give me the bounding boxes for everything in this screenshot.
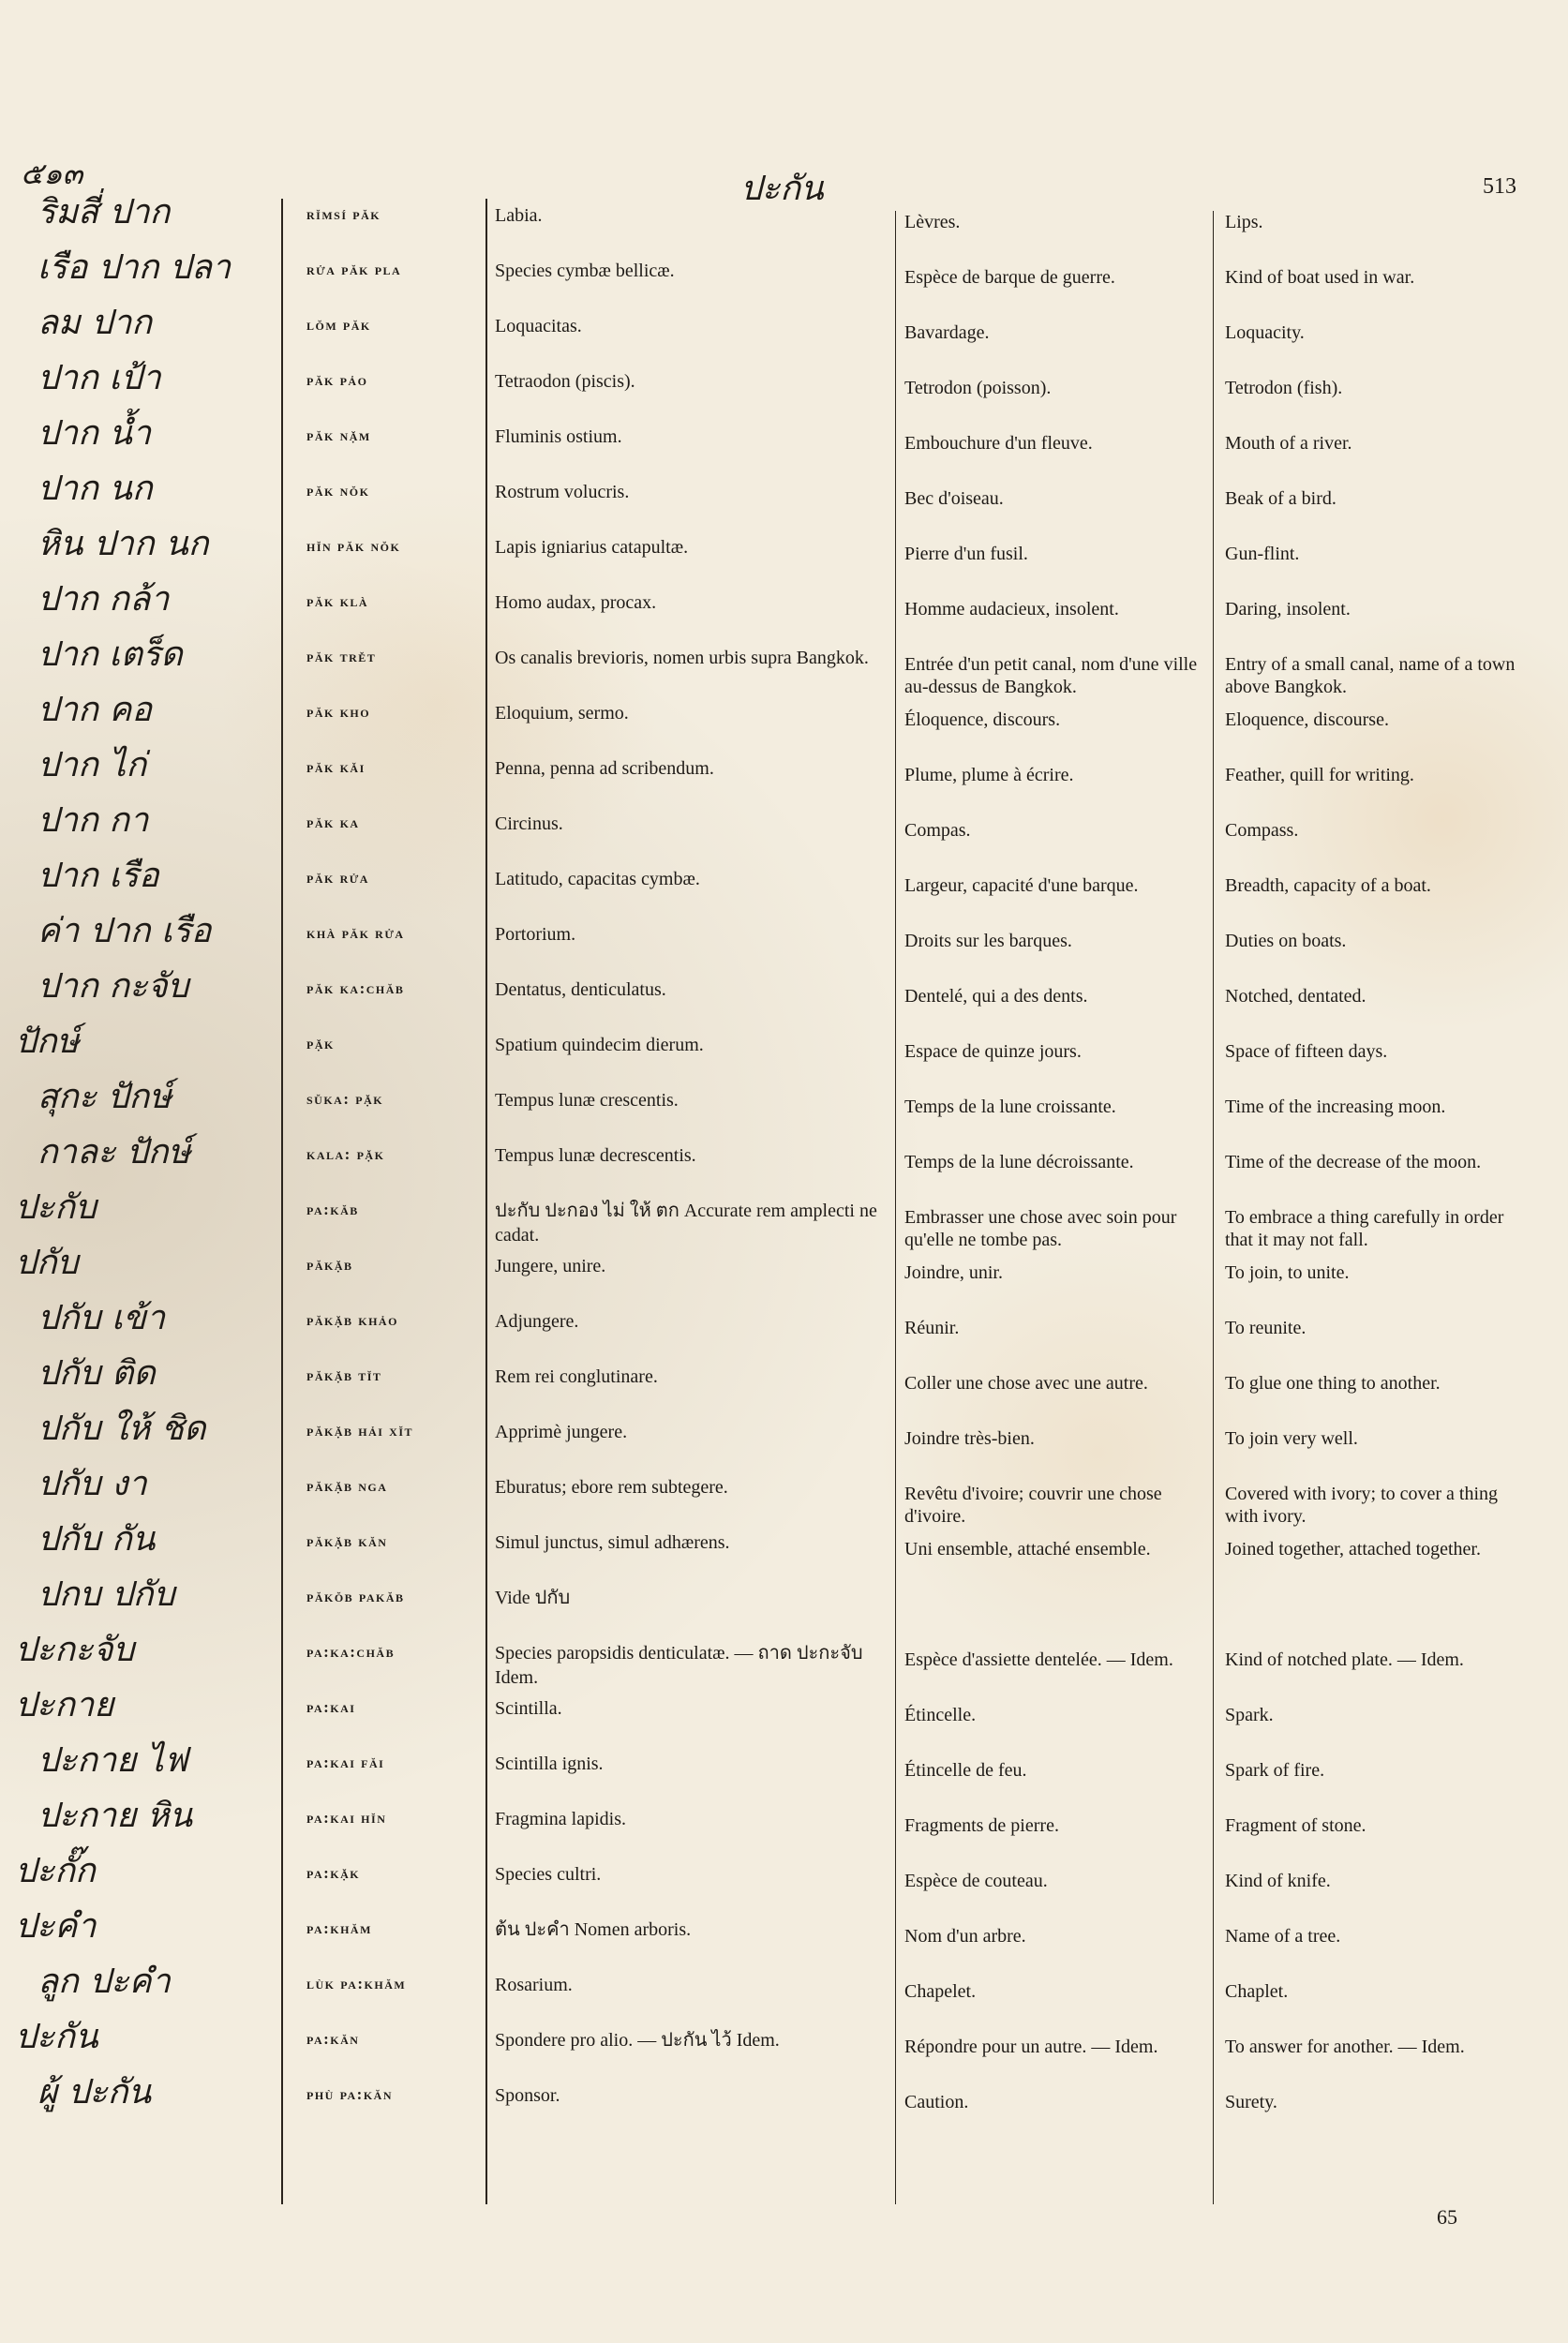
transliteration: sŭka: pặk [306,1090,384,1108]
entry-row [0,856,1568,910]
latin-definition: Tempus lunæ decrescentis. [495,1145,696,1166]
thai-headword: ปาก กล้า [37,580,170,619]
entry-row [0,1519,1568,1574]
english-definition: Lips. [1225,212,1263,232]
transliteration: păkặb nga [306,1477,388,1495]
thai-headword: ปะกั๊ก [15,1852,96,1890]
transliteration: pa:kăb [306,1201,359,1218]
english-definition: Kind of notched plate. — Idem. [1225,1649,1464,1670]
transliteration: pa:kai hĭn [306,1809,387,1827]
transliteration: kala: pặk [306,1145,385,1163]
french-definition: Revêtu d'ivoire; couvrir une chose d'ivoire. [904,1484,1162,1527]
transliteration: păk nặm [306,426,371,444]
french-definition: Chapelet. [904,1981,977,2002]
latin-definition: Spondere pro alio. — ปะกัน ไว้ Idem. [495,2030,780,2051]
page-number: 513 [1483,174,1516,199]
english-definition: Fragment of stone. [1225,1815,1366,1836]
english-definition: Kind of knife. [1225,1871,1331,1891]
entry-row [0,1796,1568,1850]
transliteration: pa:kăn [306,2030,360,2048]
transliteration: pa:khăm [306,1919,372,1937]
latin-definition: Jungere, unire. [495,1256,606,1276]
french-definition: Joindre, unir. [904,1262,1003,1283]
entry-row [0,1022,1568,1076]
transliteration: păk klà [306,592,369,610]
english-definition: Space of fifteen days. [1225,1041,1388,1062]
french-definition: Temps de la lune décroissante. [904,1152,1134,1172]
entry-row [0,524,1568,578]
latin-definition: Sponsor. [495,2085,560,2106]
entry-row [0,745,1568,799]
latin-definition: Adjungere. [495,1311,579,1332]
french-definition: Étincelle de feu. [904,1760,1027,1781]
transliteration: păk kho [306,703,371,721]
transliteration: păkặb khảo [306,1311,398,1329]
french-definition: Temps de la lune croissante. [904,1097,1116,1117]
latin-definition: Apprimè jungere. [495,1422,628,1442]
latin-definition: Rem rei conglutinare. [495,1366,658,1387]
entry-row [0,192,1568,246]
latin-definition: Homo audax, procax. [495,592,657,613]
french-definition: Joindre très-bien. [904,1428,1035,1449]
thai-headword: ปาก กะจับ [37,967,189,1006]
english-definition: Notched, dentated. [1225,986,1366,1007]
latin-definition: Spatium quindecim dierum. [495,1035,704,1055]
entry-row [0,1243,1568,1297]
transliteration: păkặb tĭt [306,1366,382,1384]
transliteration: păkặb kăn [306,1532,388,1550]
latin-definition: Eloquium, sermo. [495,703,629,724]
thai-headword: ผู้ ปะกัน [37,2073,152,2112]
thai-headword: ปะกาย หิน [37,1797,193,1835]
english-definition: To embrace a thing carefully in order that it may not fall. [1225,1207,1504,1250]
french-definition: Embouchure d'un fleuve. [904,433,1093,454]
transliteration: pa:kặk [306,1864,361,1882]
english-definition: Spark of fire. [1225,1760,1325,1781]
entry-row [0,690,1568,744]
english-definition: Time of the decrease of the moon. [1225,1152,1482,1172]
english-definition: Beak of a bird. [1225,488,1337,509]
latin-definition: Vide ปกับ [495,1588,571,1608]
thai-headword: ปาก เรือ [37,857,159,895]
entry-row [0,1962,1568,2016]
entry-row [0,303,1568,357]
thai-headword: ค่า ปาก เรือ [37,912,212,950]
entry-row [0,2017,1568,2071]
french-definition: Bec d'oiseau. [904,488,1004,509]
transliteration: khà păk rửa [306,924,405,942]
french-definition: Fragments de pierre. [904,1815,1059,1836]
thai-headword: หิน ปาก นก [37,525,209,563]
transliteration: pặk [306,1035,335,1052]
transliteration: pa:ka:chăb [306,1643,396,1661]
latin-definition: Simul junctus, simul adhærens. [495,1532,730,1553]
english-definition: Covered with ivory; to cover a thing with ivory. [1225,1484,1499,1527]
entry-row [0,1740,1568,1795]
latin-definition: Tetraodon (piscis). [495,371,635,392]
french-definition: Plume, plume à écrire. [904,765,1074,785]
french-definition: Répondre pour un autre. — Idem. [904,2037,1158,2057]
entry-row [0,1574,1568,1629]
latin-definition: Penna, penna ad scribendum. [495,758,714,779]
latin-definition: Lapis igniarius catapultæ. [495,537,689,558]
english-definition: To answer for another. — Idem. [1225,2037,1465,2057]
thai-headword: ปาก คอ [37,691,153,729]
thai-headword: เรือ ปาก ปลา [37,248,231,287]
transliteration: pa:kai făi [306,1754,385,1771]
thai-headword: ปกับ เข้า [37,1299,166,1337]
thai-headword: ปักษ์ [15,1022,80,1061]
latin-definition: Eburatus; ebore rem subtegere. [495,1477,728,1498]
french-definition: Caution. [904,2092,969,2112]
french-definition: Entrée d'un petit canal, nom d'une ville au-dessus de Bangkok. [904,654,1198,697]
latin-definition: ปะกับ ปะกอง ไม่ ให้ ตก Accurate rem amplecti ne cadat. [495,1201,877,1246]
transliteration: păkŏb pakăb [306,1588,405,1605]
transliteration: phù pa:kăn [306,2085,394,2103]
latin-definition: Os canalis brevioris, nomen urbis supra Bangkok. [495,648,869,668]
english-definition: Spark. [1225,1705,1274,1725]
french-definition: Réunir. [904,1318,960,1338]
latin-definition: Rosarium. [495,1975,573,1995]
french-definition: Coller une chose avec une autre. [904,1373,1148,1394]
thai-headword: ปะกาย [15,1686,114,1724]
latin-definition: Rostrum volucris. [495,482,630,502]
transliteration: păk rửa [306,869,369,887]
thai-headword: ปกับ กัน [37,1520,156,1559]
english-definition: Mouth of a river. [1225,433,1352,454]
english-definition: To join, to unite. [1225,1262,1350,1283]
english-definition: Tetrodon (fish). [1225,378,1343,398]
french-definition: Largeur, capacité d'une barque. [904,875,1139,896]
thai-headword: ลม ปาก [37,304,153,342]
english-definition: Compass. [1225,820,1299,841]
running-headword: ปะกัน [740,170,824,208]
transliteration: rĭmsí păk [306,205,381,223]
thai-headword: ปะกะจับ [15,1631,135,1669]
english-definition: Feather, quill for writing. [1225,765,1414,785]
transliteration: rửa păk pla [306,261,402,278]
transliteration: păk trět [306,648,377,665]
english-definition: Name of a tree. [1225,1926,1341,1947]
entry-row [0,1132,1568,1186]
latin-definition: Fragmina lapidis. [495,1809,626,1829]
entry-row [0,1685,1568,1739]
transliteration: păk kǎi [306,758,366,776]
french-definition: Espèce de barque de guerre. [904,267,1115,288]
thai-headword: ลูก ปะคำ [37,1962,171,2001]
transliteration: păk ka:chăb [306,979,405,997]
entry-row [0,1187,1568,1250]
french-definition: Bavardage. [904,322,990,343]
latin-definition: Scintilla ignis. [495,1754,604,1774]
thai-headword: ปาก ไก่ [37,746,147,784]
transliteration: hĭn păk nŏk [306,537,401,555]
latin-definition: Circinus. [495,813,563,834]
latin-definition: Species cultri. [495,1864,602,1885]
entry-row [0,2072,1568,2127]
english-definition: Eloquence, discourse. [1225,709,1389,730]
french-definition: Éloquence, discours. [904,709,1061,730]
entry-row [0,247,1568,302]
entry-row [0,1906,1568,1961]
transliteration: lŏm păk [306,316,371,334]
transliteration: păk pảo [306,371,368,389]
thai-headword: ปาก เตร็ด [37,635,183,674]
transliteration: păk nŏk [306,482,370,500]
thai-headword: ริมสี่ ปาก [37,193,171,231]
thai-headword: ปะคำ [15,1907,97,1946]
thai-headword: ปาก เป้า [37,359,161,397]
english-definition: Gun-flint. [1225,544,1300,564]
english-definition: Daring, insolent. [1225,599,1351,619]
french-definition: Pierre d'un fusil. [904,544,1028,564]
entry-row [0,413,1568,468]
thai-headword: ปาก กา [37,801,149,840]
english-definition: Surety. [1225,2092,1277,2112]
english-definition: Time of the increasing moon. [1225,1097,1446,1117]
entry-row [0,634,1568,697]
thai-headword: ปาก นก [37,470,153,508]
french-definition: Compas. [904,820,971,841]
latin-definition: ต้น ปะคำ Nomen arboris. [495,1919,692,1940]
thai-headword: ปกบ ปกับ [37,1575,175,1614]
transliteration: pa:kai [306,1698,356,1716]
french-definition: Uni ensemble, attaché ensemble. [904,1539,1151,1560]
thai-headword: ปกับ [15,1244,79,1282]
english-definition: Breadth, capacity of a boat. [1225,875,1431,896]
english-definition: Chaplet. [1225,1981,1289,2002]
thai-headword: สุกะ ปักษ์ [37,1078,172,1116]
latin-definition: Loquacitas. [495,316,582,336]
transliteration: păk ka [306,813,360,831]
thai-headword: ปกับ ให้ ชิด [37,1410,206,1448]
french-definition: Espace de quinze jours. [904,1041,1082,1062]
transliteration: păkặb hải xĭt [306,1422,414,1440]
entry-row [0,1630,1568,1688]
entry-row [0,1464,1568,1527]
english-definition: Duties on boats. [1225,931,1347,951]
entry-row [0,579,1568,634]
french-definition: Espèce d'assiette dentelée. — Idem. [904,1649,1173,1670]
thai-headword: ปาก น้ำ [37,414,152,453]
entry-row [0,1851,1568,1905]
entry-row [0,911,1568,965]
thai-headword: ปกับ ติด [37,1354,156,1393]
thai-headword: กาละ ปักษ์ [37,1133,191,1172]
thai-headword: ปะกัน [15,2018,98,2056]
french-definition: Tetrodon (poisson). [904,378,1052,398]
thai-headword: ปะกาย ไฟ [37,1741,188,1780]
english-definition: Kind of boat used in war. [1225,267,1415,288]
footer-signature: 65 [1437,2205,1457,2229]
entry-row [0,469,1568,523]
french-definition: Lèvres. [904,212,961,232]
transliteration: lùk pa:khăm [306,1975,407,1992]
latin-definition: Fluminis ostium. [495,426,622,447]
entry-row [0,800,1568,855]
transliteration: păkặb [306,1256,353,1274]
entry-row [0,1298,1568,1352]
entry-row [0,358,1568,412]
latin-definition: Latitudo, capacitas cymbæ. [495,869,700,889]
thai-page-number: ๕๑๓ [21,156,83,191]
french-definition: Droits sur les barques. [904,931,1072,951]
entry-row [0,1409,1568,1463]
entry-row [0,1077,1568,1131]
french-definition: Homme audacieux, insolent. [904,599,1119,619]
entry-row [0,1353,1568,1408]
french-definition: Nom d'un arbre. [904,1926,1026,1947]
latin-definition: Labia. [495,205,543,226]
latin-definition: Tempus lunæ crescentis. [495,1090,679,1111]
french-definition: Étincelle. [904,1705,977,1725]
latin-definition: Dentatus, denticulatus. [495,979,666,1000]
thai-headword: ปะกับ [15,1188,97,1227]
latin-definition: Species paropsidis denticulatæ. — ถาด ปะกะจับ Idem. [495,1643,863,1688]
english-definition: Loquacity. [1225,322,1305,343]
latin-definition: Scintilla. [495,1698,562,1719]
thai-headword: ปกับ งา [37,1465,147,1503]
english-definition: Entry of a small canal, name of a town above Bangkok. [1225,654,1516,697]
latin-definition: Species cymbæ bellicæ. [495,261,675,281]
french-definition: Embrasser une chose avec soin pour qu'elle ne tombe pas. [904,1207,1177,1250]
english-definition: To reunite. [1225,1318,1307,1338]
english-definition: Joined together, attached together. [1225,1539,1481,1560]
english-definition: To glue one thing to another. [1225,1373,1441,1394]
french-definition: Espèce de couteau. [904,1871,1048,1891]
latin-definition: Portorium. [495,924,576,945]
entry-row [0,966,1568,1021]
french-definition: Dentelé, qui a des dents. [904,986,1088,1007]
english-definition: To join very well. [1225,1428,1358,1449]
